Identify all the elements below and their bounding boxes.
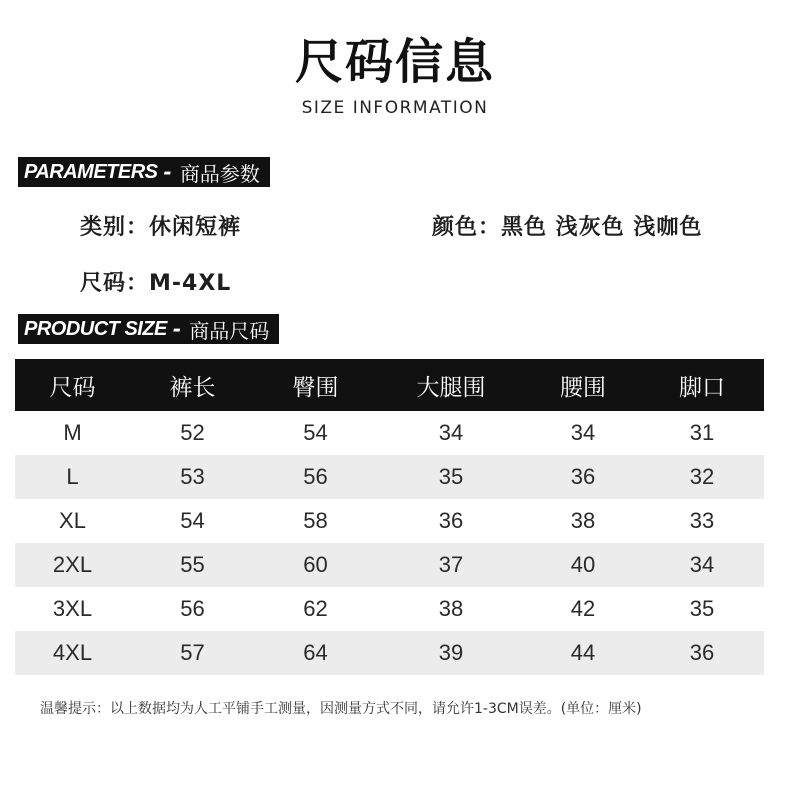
cell-size: 3XL [52, 596, 93, 621]
cell-length: 53 [130, 455, 255, 499]
table-header-row [15, 359, 764, 411]
cell-length: 57 [130, 631, 255, 675]
cell-waist: 40 [526, 543, 640, 587]
table-row [15, 543, 764, 587]
cell-hip: 64 [255, 631, 376, 675]
cell-waist: 44 [526, 631, 640, 675]
header-hip: 臀围 [255, 359, 376, 411]
cell-leg-opening: 32 [640, 455, 764, 499]
cell-length: 52 [180, 420, 205, 445]
parameters-heading-en: PARAMETERS [24, 160, 158, 183]
cell-leg-opening: 33 [689, 508, 715, 533]
parameters-heading-dash: - [163, 160, 172, 184]
cell-thigh: 34 [438, 420, 464, 445]
cell-length: 56 [180, 596, 205, 621]
product-size-heading-en: PRODUCT SIZE [24, 317, 167, 340]
measurement-note: 温馨提示：以上数据均为人工平铺手工测量，因测量方式不同，请允许1-3CM误差。(单位：厘米) [40, 701, 642, 717]
parameters-heading-cn: 商品参数 [179, 161, 260, 186]
cell-waist: 36 [526, 455, 640, 499]
cell-thigh: 35 [376, 455, 526, 499]
page-subtitle: SIZE INFORMATION [301, 98, 489, 118]
cell-size: 2XL [15, 543, 130, 587]
table-row [15, 631, 764, 675]
cell-hip: 58 [303, 508, 328, 533]
product-size-section-tag [18, 314, 279, 344]
header-length: 裤长 [130, 359, 255, 411]
header-size: 尺码 [15, 359, 130, 411]
cell-thigh: 36 [438, 508, 464, 533]
table-row [15, 411, 764, 455]
cell-hip: 56 [255, 455, 376, 499]
parameters-section-tag [18, 157, 270, 187]
header-waist: 腰围 [526, 359, 640, 411]
table-row [15, 455, 764, 499]
page-title: 尺码信息 [294, 34, 495, 90]
header-leg-opening: 脚口 [640, 359, 764, 411]
cell-size: 4XL [15, 631, 130, 675]
cell-size: L [15, 455, 130, 499]
cell-leg-opening: 35 [689, 596, 715, 621]
cell-hip: 54 [303, 420, 328, 445]
size-table [15, 359, 764, 675]
header-thigh: 大腿围 [376, 359, 526, 411]
table-row [15, 499, 764, 543]
cell-leg-opening: 31 [689, 420, 715, 445]
cell-length: 54 [180, 508, 205, 533]
cell-waist: 34 [570, 420, 596, 445]
table-row [15, 587, 764, 631]
cell-hip: 60 [255, 543, 376, 587]
cell-waist: 42 [570, 596, 596, 621]
param-size: 尺码：M-4XL [80, 271, 232, 296]
cell-leg-opening: 34 [640, 543, 764, 587]
cell-thigh: 37 [376, 543, 526, 587]
param-category: 类别：休闲短裤 [80, 215, 242, 240]
cell-size: XL [59, 508, 86, 533]
param-color: 颜色：黑色 浅灰色 浅咖色 [432, 215, 703, 240]
product-size-heading-cn: 商品尺码 [189, 318, 270, 343]
cell-thigh: 38 [438, 596, 464, 621]
cell-thigh: 39 [376, 631, 526, 675]
cell-leg-opening: 36 [640, 631, 764, 675]
cell-size: M [63, 420, 82, 445]
cell-waist: 38 [570, 508, 596, 533]
cell-length: 55 [130, 543, 255, 587]
product-size-heading-dash: - [172, 317, 182, 341]
cell-hip: 62 [303, 596, 328, 621]
